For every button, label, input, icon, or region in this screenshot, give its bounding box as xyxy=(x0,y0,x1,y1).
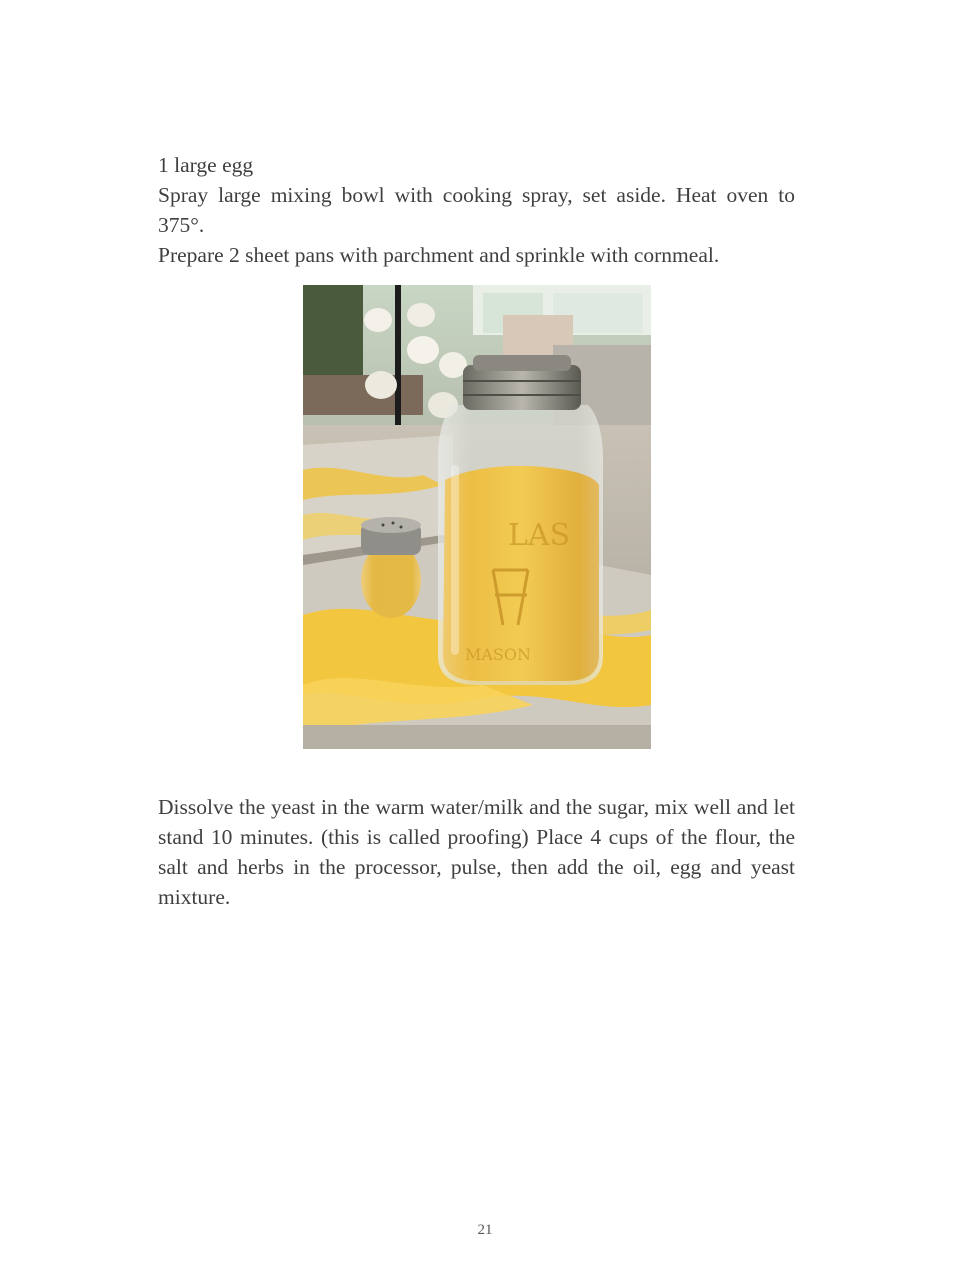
top-text-block xyxy=(158,150,795,270)
ingredient-line-egg: 1 large egg xyxy=(158,153,254,177)
cornmeal-jar-photo xyxy=(303,285,651,749)
jar-embossing-top: LAS xyxy=(508,518,571,553)
instruction-proofing: Dissolve the yeast in the warm water/milk and the sugar, mix well and let stand 10 minutes. (this is called proofing) Place 4 cups of the flour, the salt and herbs in the processor, pulse, then add the oil, egg and yeast mixture. xyxy=(158,795,795,909)
page-number: 21 xyxy=(477,1222,493,1238)
jar-embossing-bottom: MASON xyxy=(465,645,532,664)
bottom-text-block xyxy=(158,792,795,912)
instruction-prepare-pans: Prepare 2 sheet pans with parchment and sprinkle with cornmeal. xyxy=(158,243,720,267)
instruction-spray-bowl: Spray large mixing bowl with cooking spray, set aside. Heat oven to 375°. xyxy=(158,183,795,237)
